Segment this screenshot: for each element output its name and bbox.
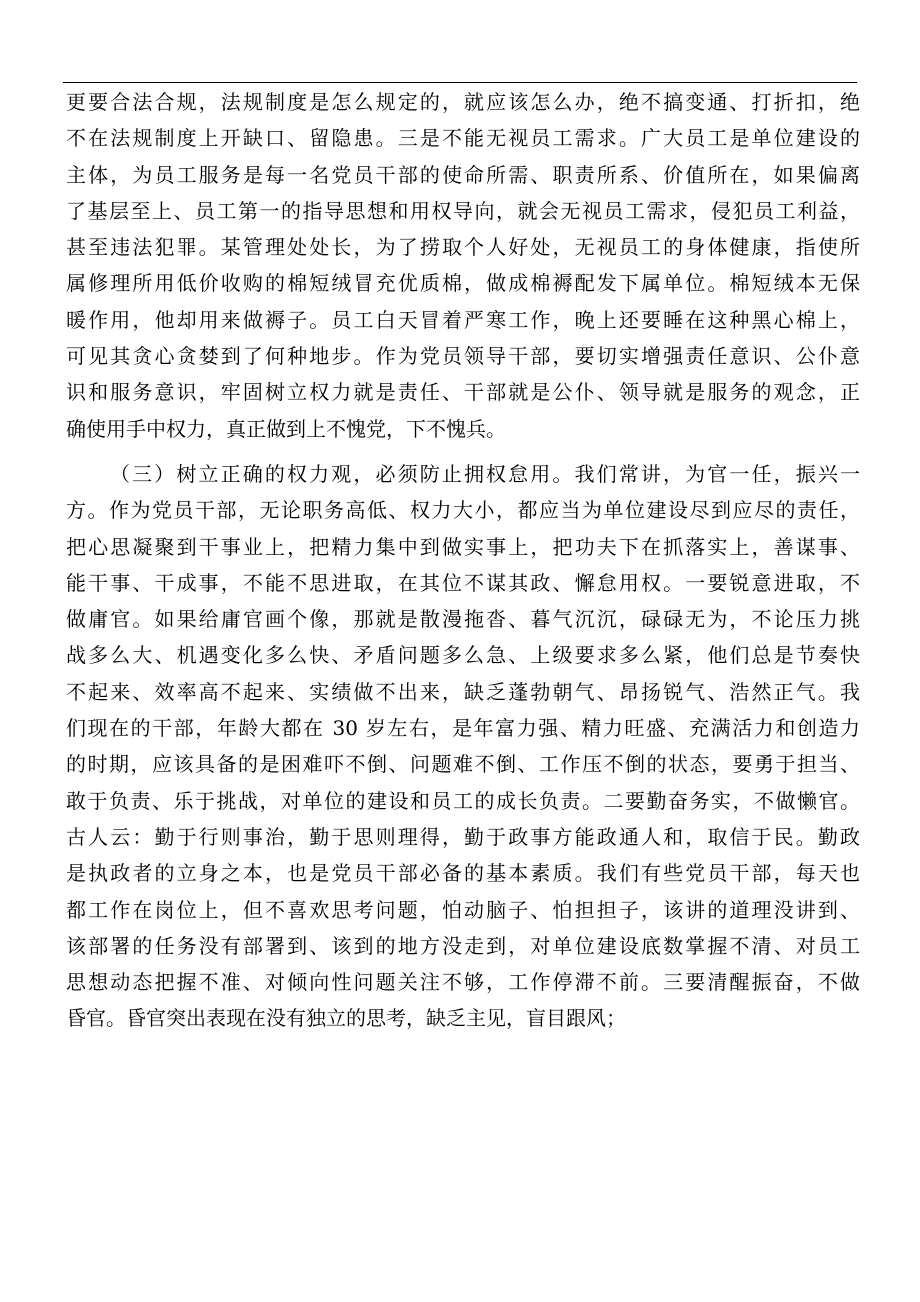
text-line: 该部署的任务没有部署到、该到的地方没走到，对单位建设底数掌握不清、对员工: [66, 933, 860, 958]
text-line: 不起来、效率高不起来、实绩做不出来，缺乏蓬勃朝气、昂扬锐气、浩然正气。我: [66, 679, 860, 704]
paragraph-gap: [66, 447, 860, 456]
text-line: 做庸官。如果给庸官画个像，那就是散漫拖沓、暮气沉沉，碌碌无为，不论压力挑: [66, 607, 860, 632]
text-line: 可见其贪心贪婪到了何种地步。作为党员领导干部，要切实增强责任意识、公仆意: [66, 344, 860, 369]
text-line: 暖作用，他却用来做褥子。员工白天冒着严寒工作，晚上还要睡在这种黑心棉上，: [66, 307, 860, 332]
text-line: 主体，为员工服务是每一名党员干部的使命所需、职责所系、价值所在，如果偏离: [66, 162, 860, 187]
text-line: 能干事、干成事，不能不思进取，在其位不谋其政、懈怠用权。一要锐意进取，不: [66, 570, 860, 595]
header-rule: [63, 82, 857, 83]
text-line: 把心思凝聚到干事业上，把精力集中到做实事上，把功夫下在抓落实上，善谋事、: [66, 534, 860, 559]
text-line: 的时期，应该具备的是困难吓不倒、问题难不倒、工作压不倒的状态，要勇于担当、: [66, 752, 860, 777]
text-line: 战多么大、机遇变化多么快、矛盾问题多么急、上级要求多么紧，他们总是节奏快: [66, 643, 860, 668]
text-line: 昏官。昏官突出表现在没有独立的思考，缺乏主见，盲目跟风；: [66, 1006, 626, 1031]
text-line: 更要合法合规，法规制度是怎么规定的，就应该怎么办，绝不搞变通、打折扣，绝: [66, 90, 860, 114]
text-line: 属修理所用低价收购的棉短绒冒充优质棉，做成棉褥配发下属单位。棉短绒本无保: [66, 271, 860, 296]
text-line: 识和服务意识，牢固树立权力就是责任、干部就是公仆、领导就是服务的观念，正: [66, 380, 860, 405]
text-line: 都工作在岗位上，但不喜欢思考问题，怕动脑子、怕担担子，该讲的道理没讲到、: [66, 897, 860, 922]
paragraph-2: [66, 456, 860, 1037]
text-line: 们现在的干部，年龄大都在 30 岁左右，是年富力强、精力旺盛、充满活力和创造力: [66, 716, 860, 741]
text-line: 是执政者的立身之本，也是党员干部必备的基本素质。我们有些党员干部，每天也: [66, 861, 860, 886]
text-line: 甚至违法犯罪。某管理处处长，为了捞取个人好处，无视员工的身体健康，指使所: [66, 235, 860, 260]
paragraph-1: [66, 84, 860, 447]
text-line: 了基层至上、员工第一的指导思想和用权导向，就会无视员工需求，侵犯员工利益，: [66, 198, 860, 223]
text-line: 确使用手中权力，真正做到上不愧党，下不愧兵。: [66, 416, 506, 441]
text-line: 敢于负责、乐于挑战，对单位的建设和员工的成长负责。二要勤奋务实，不做懒官。: [66, 788, 860, 813]
text-line: 不在法规制度上开缺口、留隐患。三是不能无视员工需求。广大员工是单位建设的: [66, 126, 860, 151]
text-line: 古人云：勤于行则事治，勤于思则理得，勤于政事方能政通人和，取信于民。勤政: [66, 824, 860, 849]
text-line: 方。作为党员干部，无论职务高低、权力大小，都应当为单位建设尽到应尽的责任，: [66, 498, 860, 523]
document-body: [66, 84, 860, 1037]
text-line: 思想动态把握不准、对倾向性问题关注不够，工作停滞不前。三要清醒振奋，不做: [66, 970, 860, 995]
text-line: （三）树立正确的权力观，必须防止拥权怠用。我们常讲，为官一任，振兴一: [110, 461, 860, 486]
